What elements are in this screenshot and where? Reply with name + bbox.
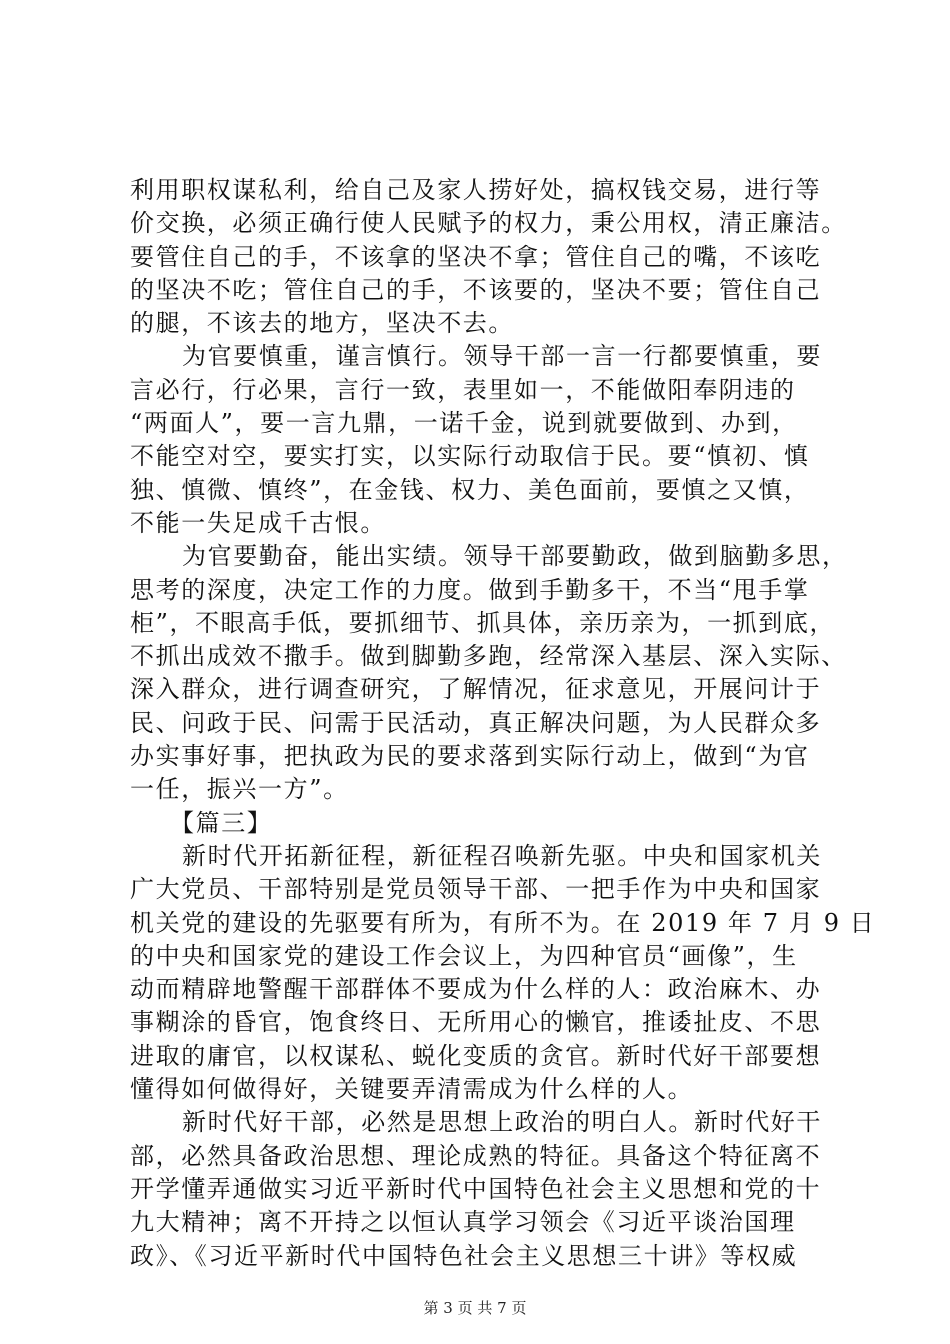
text-line: 广大党员、干部特别是党员领导干部、一把手作为中央和国家 [130, 875, 822, 904]
document-body [130, 174, 876, 1273]
text-line: 政》、《习近平新时代中国特色社会主义思想三十讲》等权威 [130, 1241, 798, 1270]
page-number-footer: 第 3 页 共 7 页 [423, 1299, 527, 1317]
text-line: 不抓出成效不撒手。做到脚勤多跑，经常深入基层、深入实际、 [130, 642, 847, 671]
text-line: 思考的深度，决定工作的力度。做到手勤多干，不当“甩手掌 [130, 575, 810, 604]
text-line: 民、问政于民、问需于民活动，真正解决问题，为人民群众多 [130, 708, 822, 737]
paragraph-start-line: 新时代好干部，必然是思想上政治的明白人。新时代好干 [182, 1108, 822, 1137]
paragraph-start-line: 为官要慎重，谨言慎行。领导干部一言一行都要慎重，要 [182, 342, 822, 371]
text-line: “两面人”，要一言九鼎，一诺千金，说到就要做到、办到， [130, 409, 798, 438]
paragraph-start-line: 新时代开拓新征程，新征程召唤新先驱。中央和国家机关 [182, 841, 822, 870]
text-line: 一任，振兴一方”。 [130, 775, 349, 804]
text-line: 开学懂弄通做实习近平新时代中国特色社会主义思想和党的十 [130, 1174, 822, 1203]
text-line: 独、慎微、慎终”，在金钱、权力、美色面前，要慎之又慎， [130, 475, 810, 504]
text-line: 利用职权谋私利，给自己及家人捞好处，搞权钱交易，进行等 [130, 176, 822, 204]
text-line: 九大精神；离不开持之以恒认真学习领会《习近平谈治国理 [130, 1208, 796, 1237]
text-line: 价交换，必须正确行使人民赋予的权力，秉公用权，清正廉洁。 [130, 209, 847, 238]
text-line: 柜”，不眼高手低，要抓细节、抓具体，亲历亲为，一抓到底， [130, 608, 836, 637]
text-line: 进取的庸官，以权谋私、蜕化变质的贪官。新时代好干部要想 [130, 1041, 822, 1070]
text-line: 动而精辟地警醒干部群体不要成为什么样的人：政治麻木、办 [130, 975, 822, 1004]
text-line: 要管住自己的手，不该拿的坚决不拿；管住自己的嘴，不该吃 [130, 242, 822, 271]
text-line: 办实事好事，把执政为民的要求落到实际行动上，做到“为官 [130, 742, 810, 771]
text-line: 不能一失足成千古恨。 [130, 508, 386, 537]
text-line: 的坚决不吃；管住自己的手，不该要的，坚决不要；管住自己 [130, 275, 822, 304]
paragraph-start-line: 为官要勤奋，能出实绩。领导干部要勤政，做到脑勤多思， [182, 542, 848, 571]
text-line: 机关党的建设的先驱要有所为，有所不为。在 2019 年 7 月 9 日 [130, 908, 876, 937]
section-heading: 【篇三】 [170, 808, 273, 837]
text-line: 言必行，行必果，言行一致，表里如一，不能做阳奉阴违的 [130, 375, 796, 404]
text-line: 事糊涂的昏官，饱食终日、无所用心的懒官，推诿扯皮、不思 [130, 1008, 822, 1037]
text-line: 部，必然具备政治思想、理论成熟的特征。具备这个特征离不 [130, 1141, 822, 1170]
text-line: 深入群众，进行调查研究，了解情况，征求意见，开展问计于 [130, 675, 822, 704]
text-line: 的中央和国家党的建设工作会议上，为四种官员“画像”，生 [130, 941, 798, 970]
text-line: 懂得如何做得好，关键要弄清需成为什么样的人。 [130, 1075, 694, 1104]
text-line: 的腿，不该去的地方，坚决不去。 [130, 309, 514, 338]
text-line: 不能空对空，要实打实，以实际行动取信于民。要“慎初、慎 [130, 442, 810, 471]
